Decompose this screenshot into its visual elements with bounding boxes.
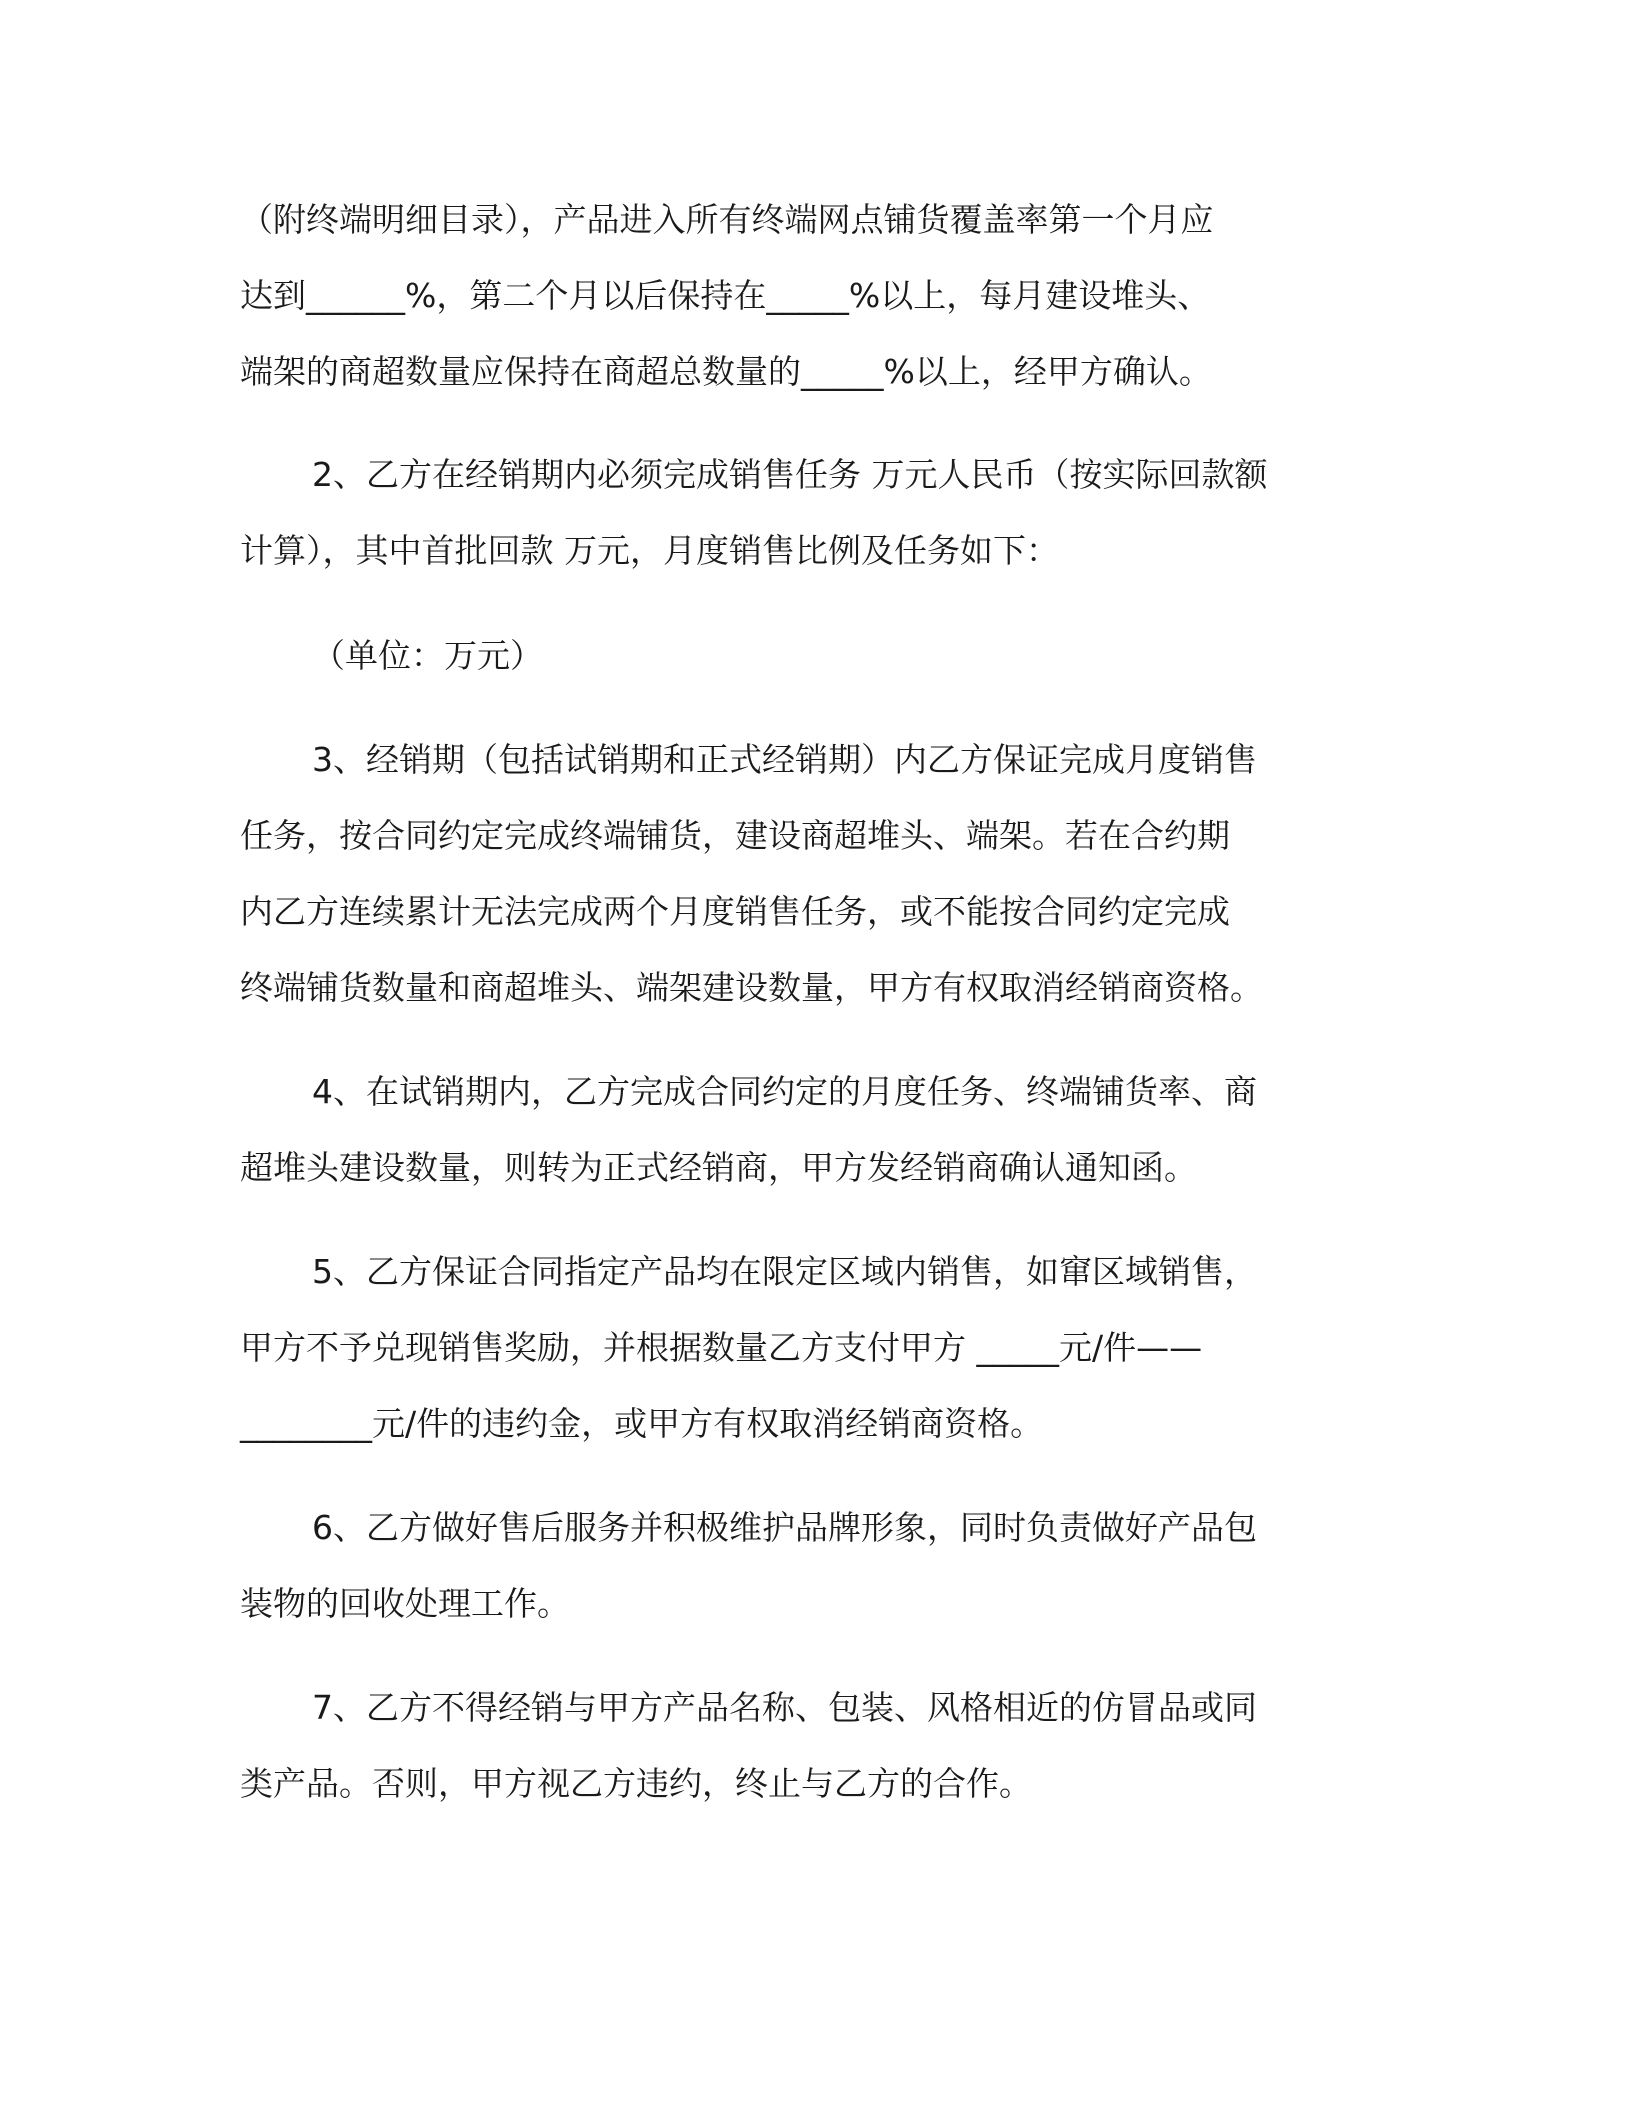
- clause-5-line-1: 5、乙方保证合同指定产品均在限定区域内销售，如窜区域销售，: [312, 1252, 1257, 1291]
- clause-7-line-2: 类产品。否则，甲方视乙方违约，终止与乙方的合作。: [240, 1764, 1032, 1803]
- para-1-line-1: （附终端明细目录），产品进入所有终端网点铺货覆盖率第一个月应: [240, 200, 1214, 239]
- clause-4-line-1: 4、在试销期内，乙方完成合同约定的月度任务、终端铺货率、商: [312, 1072, 1257, 1111]
- clause-3-line-3: 内乙方连续累计无法完成两个月度销售任务，或不能按合同约定完成: [240, 892, 1230, 931]
- clause-3-line-1: 3、经销期（包括试销期和正式经销期）内乙方保证完成月度销售: [312, 740, 1257, 779]
- para-1-line-3: 端架的商超数量应保持在商超总数量的_____%以上，经甲方确认。: [240, 352, 1212, 391]
- clause-3-line-4: 终端铺货数量和商超堆头、端架建设数量，甲方有权取消经销商资格。: [240, 968, 1263, 1007]
- clause-7-line-1: 7、乙方不得经销与甲方产品名称、包装、风格相近的仿冒品或同: [312, 1688, 1257, 1727]
- clause-2-line-2: 计算），其中首批回款 万元，月度销售比例及任务如下：: [240, 531, 1059, 570]
- clause-2-line-1: 2、乙方在经销期内必须完成销售任务 万元人民币（按实际回款额: [312, 455, 1268, 494]
- clause-4-line-2: 超堆头建设数量，则转为正式经销商，甲方发经销商确认通知函。: [240, 1148, 1197, 1187]
- clause-6-line-2: 装物的回收处理工作。: [240, 1584, 570, 1623]
- clause-6-line-1: 6、乙方做好售后服务并积极维护品牌形象，同时负责做好产品包: [312, 1508, 1257, 1547]
- para-1-line-2: 达到______%，第二个月以后保持在_____%以上，每月建设堆头、: [240, 276, 1211, 315]
- clause-3-line-2: 任务，按合同约定完成终端铺货，建设商超堆头、端架。若在合约期: [240, 816, 1230, 855]
- clause-5-line-3: ________元/件的违约金，或甲方有权取消经销商资格。: [240, 1404, 1044, 1443]
- unit-note: （单位：万元）: [312, 636, 543, 675]
- clause-5-line-2: 甲方不予兑现销售奖励，并根据数量乙方支付甲方 _____元/件——: [240, 1328, 1203, 1367]
